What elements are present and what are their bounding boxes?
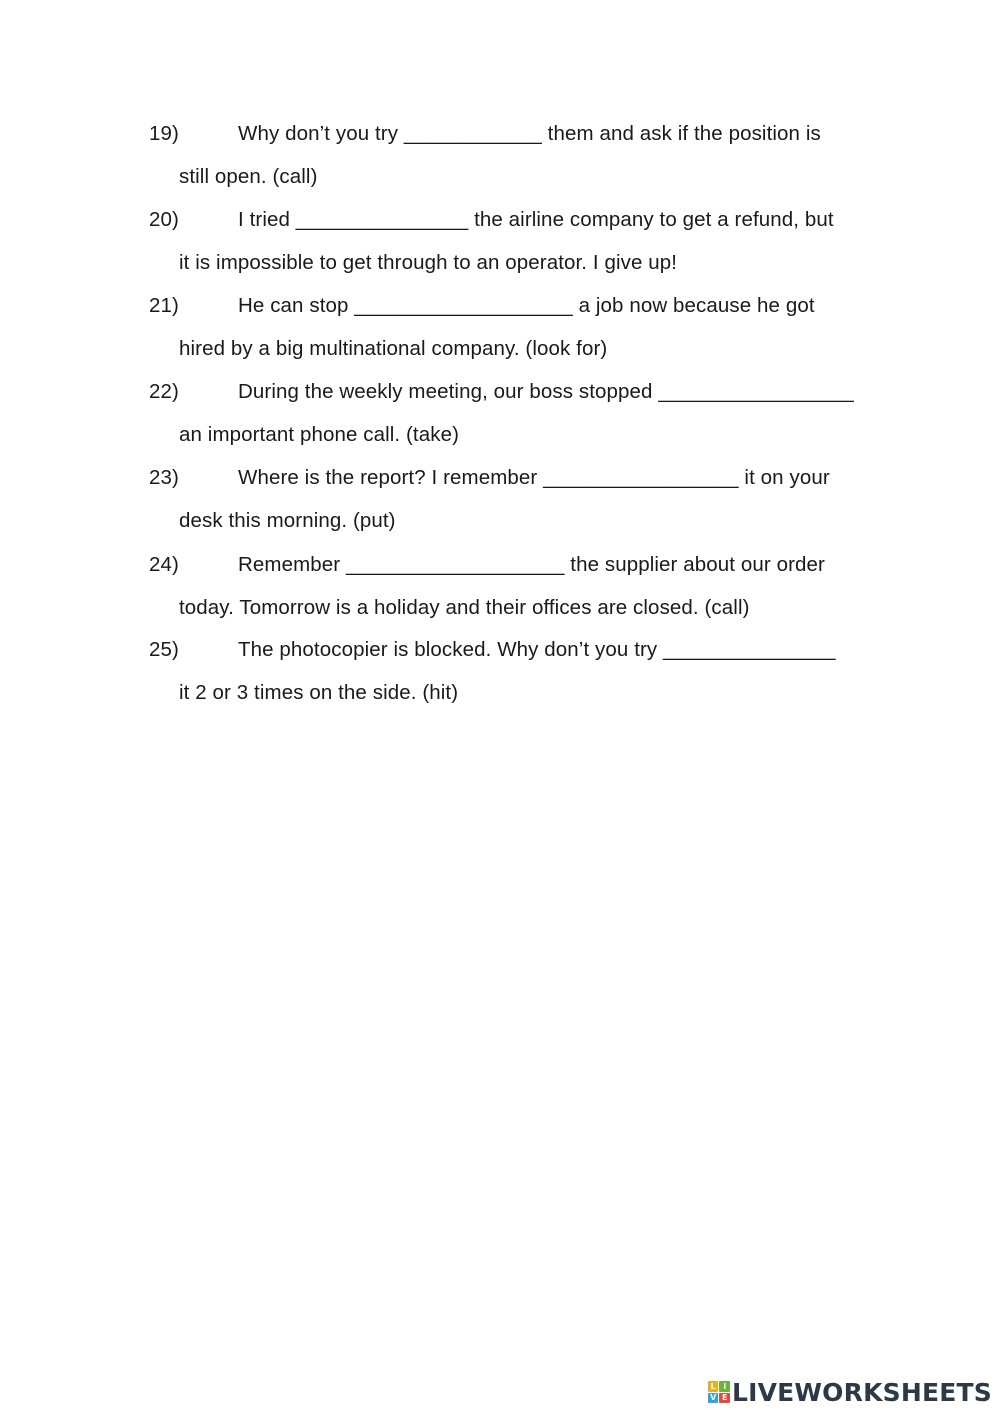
- exercise-number: 25): [149, 638, 179, 661]
- exercise-sentence-continued: it 2 or 3 times on the side. (hit): [179, 681, 459, 704]
- logo-tile-i: I: [719, 1381, 730, 1392]
- exercise-sentence: Remember ___________________ the supplier about our order: [238, 553, 825, 576]
- exercise-sentence: I tried _______________ the airline company to get a refund, but: [238, 208, 834, 231]
- exercise-sentence: Why don’t you try ____________ them and ask if the position is: [238, 122, 821, 145]
- exercise-number: 23): [149, 466, 179, 489]
- exercise-number: 19): [149, 122, 179, 145]
- logo-tile-v: V: [708, 1393, 719, 1404]
- exercise-sentence-continued: it is impossible to get through to an operator. I give up!: [179, 251, 678, 274]
- exercise-sentence: Where is the report? I remember _________________ it on your: [238, 466, 830, 489]
- logo-tile-l: L: [708, 1381, 719, 1392]
- exercise-sentence-continued: still open. (call): [179, 165, 318, 188]
- logo-wordmark: LIVEWORKSHEETS: [731, 1377, 992, 1407]
- exercise-sentence-continued: an important phone call. (take): [179, 423, 459, 446]
- exercise-sentence: During the weekly meeting, our boss stopped _________________: [238, 380, 854, 403]
- exercise-sentence-continued: hired by a big multinational company. (look for): [179, 337, 608, 360]
- liveworksheets-logo-icon: [708, 1381, 730, 1403]
- exercise-number: 20): [149, 208, 179, 231]
- exercise-sentence-continued: desk this morning. (put): [179, 509, 396, 532]
- exercise-number: 21): [149, 294, 179, 317]
- exercise-sentence-continued: today. Tomorrow is a holiday and their offices are closed. (call): [179, 596, 750, 619]
- liveworksheets-logo: [708, 1377, 992, 1407]
- exercise-sentence: He can stop ___________________ a job now because he got: [238, 294, 815, 317]
- exercise-number: 24): [149, 553, 179, 576]
- logo-tile-e: E: [719, 1393, 730, 1404]
- exercise-sentence: The photocopier is blocked. Why don’t you try _______________: [238, 638, 836, 661]
- exercise-number: 22): [149, 380, 179, 403]
